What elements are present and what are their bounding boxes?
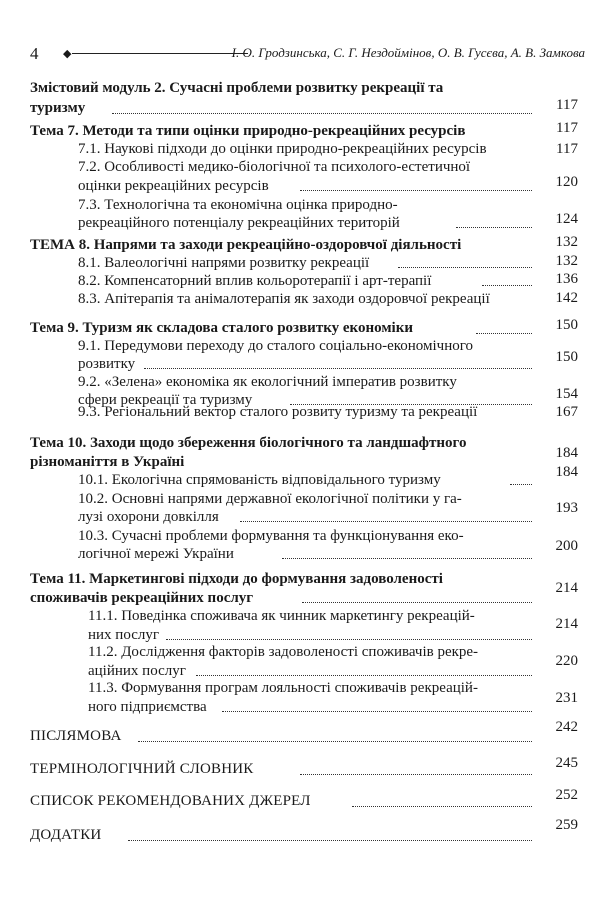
topic-10-title-line2[interactable]: різноманіття в Україні bbox=[30, 454, 185, 470]
backmatter-afterword[interactable]: ПІСЛЯМОВА bbox=[30, 728, 122, 744]
topic-7-item-3-line2[interactable]: рекреаційного потенціалу рекреаційних територій bbox=[78, 215, 400, 231]
topic-11-title-line1[interactable]: Тема 11. Маркетингові підходи до формування задоволеності bbox=[30, 571, 443, 587]
topic-9-item-3-page[interactable]: 167 bbox=[555, 404, 578, 420]
leader-dots bbox=[282, 558, 532, 559]
topic-7-item-2-line2[interactable]: оцінки рекреаційних ресурсів bbox=[78, 178, 269, 194]
leader-dots bbox=[510, 484, 532, 485]
topic-8-title[interactable]: ТЕМА 8. Напрями та заходи рекреаційно-оздоровчої діяльності bbox=[30, 237, 462, 253]
backmatter-glossary-page[interactable]: 245 bbox=[555, 755, 578, 771]
topic-10-item-1[interactable]: 10.1. Екологічна спрямованість відповідального туризму bbox=[78, 472, 441, 488]
leader-dots bbox=[302, 602, 532, 603]
module-2-title-line1: Змістовий модуль 2. Сучасні проблеми розвитку рекреації та bbox=[30, 80, 444, 96]
topic-8-page[interactable]: 132 bbox=[555, 234, 578, 250]
topic-8-item-3-page[interactable]: 142 bbox=[555, 290, 578, 306]
page-number: 4 bbox=[30, 44, 39, 63]
topic-10-item-3-line2[interactable]: логічної мережі України bbox=[78, 546, 234, 562]
leader-dots bbox=[300, 774, 532, 775]
topic-7-item-3-page[interactable]: 124 bbox=[555, 211, 578, 227]
leader-dots bbox=[476, 333, 532, 334]
leader-dots bbox=[144, 368, 532, 369]
topic-7-item-1-page[interactable]: 117 bbox=[556, 141, 578, 157]
topic-9-item-1-line2[interactable]: розвитку bbox=[78, 356, 136, 372]
topic-7-item-1[interactable]: 7.1. Наукові підходи до оцінки природно-рекреаційних ресурсів bbox=[78, 141, 487, 157]
topic-11-item-3-page[interactable]: 231 bbox=[555, 690, 578, 706]
backmatter-appendices[interactable]: ДОДАТКИ bbox=[30, 827, 102, 843]
topic-7-page[interactable]: 117 bbox=[556, 120, 578, 136]
topic-11-page[interactable]: 214 bbox=[555, 580, 578, 596]
topic-9-item-1-line1[interactable]: 9.1. Передумови переходу до сталого соціально-економічного bbox=[78, 338, 474, 354]
leader-dots bbox=[166, 639, 532, 640]
topic-9-item-3[interactable]: 9.3. Регіональний вектор сталого розвиту туризму та рекреації bbox=[78, 404, 478, 420]
leader-dots bbox=[352, 806, 532, 807]
topic-9-item-2-page[interactable]: 154 bbox=[555, 386, 578, 402]
header-authors: І. О. Гродзинська, С. Г. Нездоймінов, О. В. Гусєва, А. В. Замкова bbox=[231, 45, 585, 60]
topic-10-item-2-line2[interactable]: лузі охорони довкілля bbox=[78, 509, 219, 525]
topic-10-item-1-page[interactable]: 184 bbox=[555, 464, 578, 480]
topic-9-item-2-line1[interactable]: 9.2. «Зелена» економіка як екологічний імператив розвитку bbox=[78, 374, 457, 390]
topic-7-title[interactable]: Тема 7. Методи та типи оцінки природно-рекреаційних ресурсів bbox=[30, 123, 466, 139]
leader-dots bbox=[112, 113, 532, 114]
leader-dots bbox=[300, 190, 532, 191]
topic-10-item-3-page[interactable]: 200 bbox=[555, 538, 578, 554]
topic-8-item-3[interactable]: 8.3. Апітерапія та анімалотерапія як заходи оздоровчої рекреації bbox=[78, 291, 490, 307]
topic-8-item-2[interactable]: 8.2. Компенсаторний вплив кольоротерапії і арт-терапії bbox=[78, 273, 432, 289]
backmatter-references[interactable]: СПИСОК РЕКОМЕНДОВАНИХ ДЖЕРЕЛ bbox=[30, 793, 311, 809]
topic-11-item-2-line2[interactable]: аційних послуг bbox=[88, 663, 186, 679]
topic-10-page[interactable]: 184 bbox=[555, 445, 578, 461]
topic-10-item-3-line1[interactable]: 10.3. Сучасні проблеми формування та функціонування еко- bbox=[78, 528, 464, 544]
topic-8-item-1[interactable]: 8.1. Валеологічні напрями розвитку рекреації bbox=[78, 255, 370, 271]
topic-9-title[interactable]: Тема 9. Туризм як складова сталого розвитку економіки bbox=[30, 320, 414, 336]
topic-8-item-2-page[interactable]: 136 bbox=[555, 271, 578, 287]
topic-11-item-1-line2[interactable]: них послуг bbox=[88, 627, 160, 643]
leader-dots bbox=[456, 227, 532, 228]
topic-10-item-2-line1[interactable]: 10.2. Основні напрями державної екологічної політики у га- bbox=[78, 491, 462, 507]
leader-dots bbox=[222, 711, 532, 712]
topic-9-page[interactable]: 150 bbox=[555, 317, 578, 333]
backmatter-glossary[interactable]: ТЕРМІНОЛОГІЧНИЙ СЛОВНИК bbox=[30, 761, 254, 777]
backmatter-afterword-page[interactable]: 242 bbox=[555, 719, 578, 735]
topic-10-item-2-page[interactable]: 193 bbox=[555, 500, 578, 516]
leader-dots bbox=[398, 267, 532, 268]
leader-dots bbox=[482, 285, 532, 286]
topic-11-item-1-line1[interactable]: 11.1. Поведінка споживача як чинник маркетингу рекреацій- bbox=[88, 608, 475, 624]
backmatter-references-page[interactable]: 252 bbox=[555, 787, 578, 803]
topic-9-item-2-line2[interactable]: сфери рекреації та туризму bbox=[78, 392, 253, 408]
module-2-title-line2: туризму bbox=[30, 100, 86, 116]
topic-11-item-2-page[interactable]: 220 bbox=[555, 653, 578, 669]
topic-11-item-3-line1[interactable]: 11.3. Формування програм лояльності споживачів рекреацій- bbox=[88, 680, 478, 696]
leader-dots bbox=[128, 840, 532, 841]
topic-8-item-1-page[interactable]: 132 bbox=[555, 253, 578, 269]
topic-11-item-1-page[interactable]: 214 bbox=[555, 616, 578, 632]
module-2-page[interactable]: 117 bbox=[556, 97, 578, 113]
topic-7-item-3-line1[interactable]: 7.3. Технологічна та економічна оцінка природно- bbox=[78, 197, 398, 213]
diamond-ornament-icon: ◆ bbox=[63, 48, 72, 60]
topic-7-item-2-page[interactable]: 120 bbox=[555, 174, 578, 190]
topic-11-item-3-line2[interactable]: ного підприємства bbox=[88, 699, 207, 715]
topic-9-item-1-page[interactable]: 150 bbox=[555, 349, 578, 365]
leader-dots bbox=[196, 675, 532, 676]
leader-dots bbox=[240, 521, 532, 522]
topic-11-title-line2[interactable]: споживачів рекреаційних послуг bbox=[30, 590, 254, 606]
topic-11-item-2-line1[interactable]: 11.2. Дослідження факторів задоволеності споживачів рекре- bbox=[88, 644, 479, 660]
topic-7-item-2-line1[interactable]: 7.2. Особливості медико-біологічної та психолого-естетичної bbox=[78, 159, 471, 175]
leader-dots bbox=[138, 741, 532, 742]
backmatter-appendices-page[interactable]: 259 bbox=[555, 817, 578, 833]
topic-10-title-line1[interactable]: Тема 10. Заходи щодо збереження біологічного та ландшафтного bbox=[30, 435, 467, 451]
